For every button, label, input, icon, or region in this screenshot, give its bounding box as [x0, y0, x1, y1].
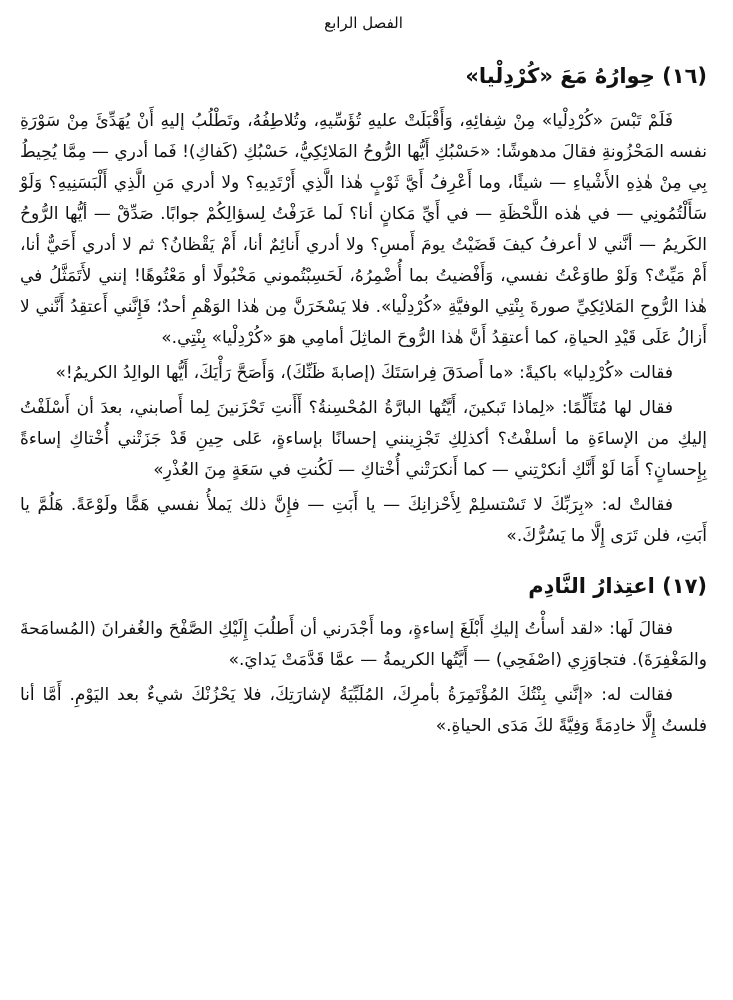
- chapter-header: الفصل الرابع: [324, 14, 403, 32]
- paragraph: فقالتْ له: «بِرَبِّكَ لا تَسْتسلِمْ لِأَحْزانِكَ — يا أَبَتِ — فإِنَّ ذلك يَملأُ نفسي هَمًّا ولَوْعَةً. هَلُمَّ يا أَبَتِ، فلن تَرَى إِلَّا ما يَسُرُّكَ.»: [20, 495, 707, 546]
- paragraph: فقالَ لَها: «لقد أسأْتُ إليكِ أَبْلَغَ إساءةٍ، وما أَجْدَرني أن أَطلُبَ إِلَيْكِ الصَّفْحَ والغُفرانَ (المُسامَحةَ والمَغْفِرَةَ). فتجاوَزِي (اصْفَحِي) — أَيَّتُها الكريمةُ — عمَّا قَدَّمَتْ يَدايَ.»: [20, 619, 707, 670]
- paragraph: فقال لها مُتَأَلِّمًا: «لِماذا تَبكينَ، أَيَّتُها البارَّةُ المُحْسِنةُ؟ أَأَنتِ تَحْزَنينَ لِما أَصابني، بعدَ أن أَسْلَفْتُ إليكِ من الإساءَةِ ما أسلفْتُ؟ أكذلِكِ تَجْزِينني إحسانًا بإساءةٍ، عَلى حِينِ قَدْ جَزَتْني أُخْتاكِ إساءةً بِإِحسانٍ؟ أَمَا لَوْ أَنَّكِ أنكرْتِني — كما أَنكرَتْني أُخْتاكِ — لَكُنتِ في سَعَةٍ مِنَ العُذْرِ»: [20, 398, 707, 480]
- paragraph: فَلَمْ تَبْسَ «كُرْدِلْيا» مِنْ شِفائِهِ، وَأَقْبَلَتْ عليهِ تُؤَسِّيهِ، وتُلاطِفُهُ، وتَطْلُبُ إليهِ أَنْ يُهَدِّئَ مِنْ سَوْرَةِ نفسه المَحْزُونةِ فقالَ مدهوشًا: «حَسْبُكِ أَيُّها الرُّوحُ المَلائِكِيُّ، حَسْبُكِ (كَفاكِ)! فَما أدري — مِمَّا يُحِيطُ بِي مِنْ هٰذِهِ الأَشْياءِ — شيئًا، وما أَعْرِفُ أَيَّ ثَوْبٍ هٰذا الَّذِي أَرْتَدِيهِ؟ ولا أدري مَنِ الَّذِي أَلْبَسَنِيهِ؟ وَلَوْ سَأَلْتُمُونِي — في هٰذه اللَّحْظَةِ — في أَيِّ مَكانٍ أنا؟ لَما عَرَفْتُ لِسؤالِكُمْ جوابًا. صَدِّقْ — أيُّها الرُّوحُ الكَريمُ — أنَّني لا أعرفُ كيفَ قَضَيْتُ يومَ أَمسِ؟ ولا أدري أَنائِمٌ أنا، أَمْ يَقْظانُ؟ ثم لا أدري أَحَيٌّ أنا، أَمْ مَيِّتٌ؟ وَلَوْ طاوَعْتُ نفسي، وَأَفْضيتُ بما أُضْمِرُهُ، لَحَسِبْتُموني مَخْبُولًا أو مَعْتُوهًا! إنني لأَتَمَثَّلُ في هٰذا الرُّوحِ المَلائِكِيِّ صورةَ بِنْتِي الوفيَّةِ «كُرْدِلْيا». فلا يَسْخَرَنَّ مِن هٰذا الوَهْمِ أحدٌ؛ فَإِنَّني أَعتقِدُ أَنَّني لا أَزالُ عَلَى قَيْدِ الحياةِ، كما أعتقِدُ أَنَّ هٰذا الرُّوحَ الماثِلَ أمامِي هوَ «كُرْدِلْيا» بِنْتِي.»: [20, 111, 707, 348]
- paragraph: فقالت «كُرْدِليا» باكيةً: «ما أَصدَقَ فِراسَتَكَ (إصابةَ ظَنِّكَ)، وَأَصَحَّ رَأْيَكَ، أَيُّها الوالِدُ الكريمُ!»: [55, 363, 673, 383]
- section-heading-17: (١٧) اعتِذارُ النَّادِم: [528, 574, 707, 598]
- paragraph: فقالت له: «إنَّني بِنْتُكَ المُؤْتَمِرَةُ بأمرِكَ، المُلَبِّيَةُ لإشارَتِكَ، فلا يَحْزُنْكَ شيءٌ بعد اليَوْمِ. أَمَّا أنا فلستُ إِلَّا خادِمَةً وَفِيَّةً لكَ مَدَى الحياةِ.»: [20, 685, 707, 736]
- section-heading-16: (١٦) حِوارُهُ مَعَ «كُرْدِلْيا»: [465, 64, 707, 88]
